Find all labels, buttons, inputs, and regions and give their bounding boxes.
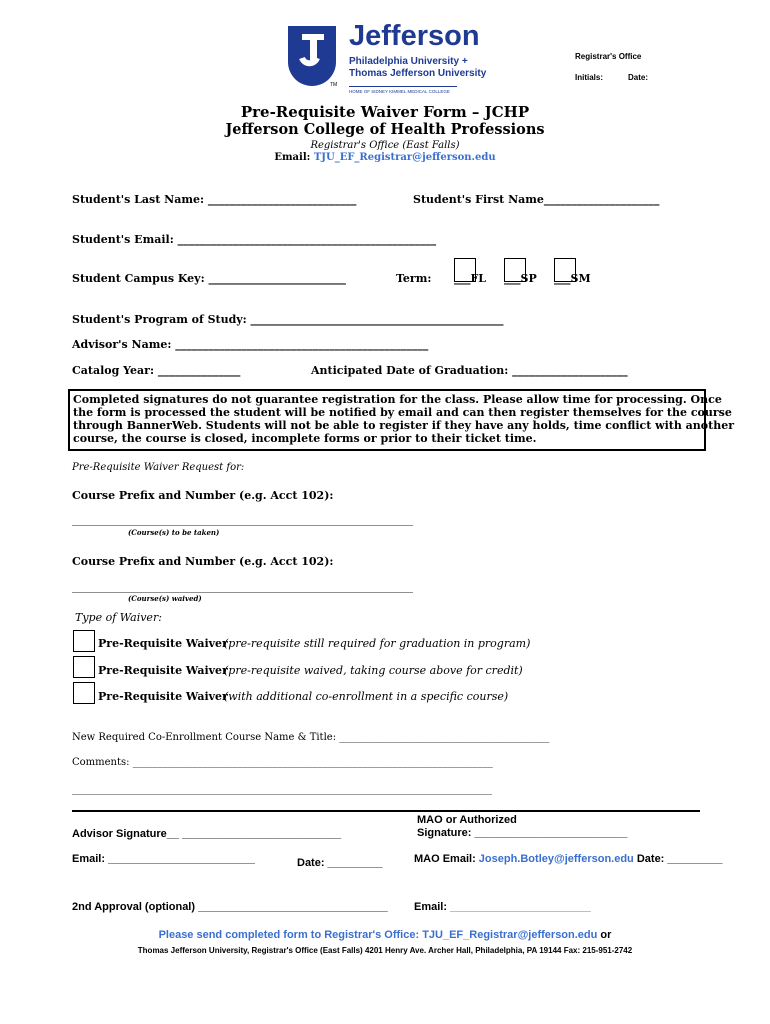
course-prefix-label-1: Course Prefix and Number (e.g. Acct 102):	[72, 489, 334, 502]
jefferson-logo	[284, 22, 494, 100]
catalog-year-field[interactable]: Catalog Year: _______________	[72, 364, 241, 377]
waiver-option-3-detail: (with additional co-enrollment in a specific course)	[224, 690, 509, 703]
notice-line-2: the form is processed the student will be notified by email and can then register themselves for the course	[73, 406, 732, 419]
initials-label: Initials:	[575, 73, 604, 82]
second-email-field[interactable]: _______________________	[450, 901, 591, 913]
waiver-option-1-checkbox[interactable]	[73, 630, 95, 652]
header-email-label: Email:	[274, 152, 311, 163]
waiver-option-3-label: Pre-Requisite Waiver	[98, 690, 228, 703]
notice-box	[68, 389, 735, 451]
notice-line-1: Completed signatures do not guarantee registration for the class. Please allow time for processing. Once	[73, 393, 722, 406]
comments-field-2[interactable]: ____________________________________________________________________________________	[72, 784, 492, 795]
term-label: Term:	[396, 272, 432, 285]
advisor-name-field[interactable]: Advisor's Name: ______________________________________________	[72, 338, 429, 351]
waiver-option-3-checkbox[interactable]	[73, 682, 95, 704]
form-subtitle: Jefferson College of Health Professions	[225, 121, 545, 138]
term-fl-label: ___FL	[454, 272, 487, 285]
footer-send-line	[0, 929, 770, 941]
last-name-field[interactable]: Student's Last Name: ___________________________	[72, 193, 357, 206]
course-prefix-label-2: Course Prefix and Number (e.g. Acct 102):	[72, 555, 334, 568]
mao-email-line	[414, 853, 722, 865]
footer-send-text[interactable]: Please send completed form to Registrar's Office: TJU_EF_Registrar@jefferson.edu	[158, 929, 598, 941]
second-email-label: Email:	[414, 901, 448, 913]
logo-tm: TM	[330, 82, 338, 88]
mao-email-link[interactable]: Joseph.Botley@jefferson.edu	[478, 853, 634, 865]
logo-name: Jefferson	[349, 20, 480, 52]
waiver-option-2-label: Pre-Requisite Waiver	[98, 664, 228, 677]
second-email-line	[414, 901, 591, 913]
logo-line1: Philadelphia University +	[349, 56, 468, 67]
waiver-option-1-detail: (pre-requisite still required for graduation in program)	[224, 637, 531, 650]
date-label: Date:	[628, 73, 649, 82]
term-sm-label: ___SM	[554, 272, 591, 285]
course-taken-field[interactable]: ______________________________________________________________	[72, 513, 413, 526]
notice-line-3: through BannerWeb. Students will not be able to register if they have any holds, time conflict with another	[73, 419, 735, 432]
mao-signature-field[interactable]: Signature: _________________________	[417, 827, 628, 839]
advisor-date-field[interactable]: Date: _________	[297, 857, 383, 869]
footer-address: Thomas Jefferson University, Registrar's Office (East Falls) 4201 Henry Ave. Archer Hall, Philadelphia, PA 19144 Fax: 215-951-2742	[137, 946, 633, 955]
mao-label-line-1: MAO or Authorized	[417, 814, 517, 826]
form-title: Pre-Requisite Waiver Form – JCHP	[240, 103, 530, 121]
mao-email-label: MAO Email:	[414, 853, 476, 865]
registrar-office-label: Registrar's Office	[575, 52, 642, 61]
second-approval-field[interactable]: 2nd Approval (optional) _______________________________	[72, 901, 388, 913]
course-taken-caption: (Course(s) to be taken)	[128, 528, 220, 537]
first-name-field[interactable]: Student's First Name_____________________	[413, 193, 660, 206]
request-heading: Pre-Requisite Waiver Request for:	[72, 462, 245, 473]
notice-line-4: course, the course is closed, incomplete forms or prior to their ticket time.	[73, 432, 537, 445]
graduation-date-field[interactable]: Anticipated Date of Graduation: _____________________	[311, 364, 628, 377]
signature-divider	[72, 810, 700, 812]
waiver-type-heading: Type of Waiver:	[75, 611, 162, 624]
footer-or: or	[600, 929, 612, 941]
logo-tagline: HOME OF SIDNEY KIMMEL MEDICAL COLLEGE	[349, 89, 450, 94]
mao-date-field[interactable]: Date: _________	[636, 853, 723, 865]
waiver-option-1-label: Pre-Requisite Waiver	[98, 637, 228, 650]
advisor-email-field[interactable]: Email: ________________________	[72, 853, 255, 865]
student-email-field[interactable]: Student's Email: _______________________________________________	[72, 233, 437, 246]
course-waived-caption: (Course(s) waived)	[128, 594, 202, 603]
campus-key-field[interactable]: Student Campus Key: _________________________	[72, 272, 346, 285]
waiver-option-2-detail: (pre-requisite waived, taking course above for credit)	[224, 664, 523, 677]
header-email-link[interactable]: TJU_EF_Registrar@jefferson.edu	[313, 152, 496, 163]
comments-field[interactable]: Comments: ________________________________________________________________________	[72, 757, 493, 768]
header-email-line	[0, 152, 770, 163]
logo-line2: Thomas Jefferson University	[349, 68, 487, 79]
waiver-option-2-checkbox[interactable]	[73, 656, 95, 678]
office-label: Registrar's Office (East Falls)	[310, 140, 460, 151]
coenroll-field[interactable]: New Required Co-Enrollment Course Name & Title: __________________________________________	[72, 732, 550, 743]
advisor-signature-field[interactable]: Advisor Signature__ __________________________	[72, 828, 342, 840]
course-waived-field[interactable]: ______________________________________________________________	[72, 580, 413, 593]
term-sp-label: ___SP	[504, 272, 537, 285]
program-field[interactable]: Student's Program of Study: ______________________________________________	[72, 313, 504, 326]
